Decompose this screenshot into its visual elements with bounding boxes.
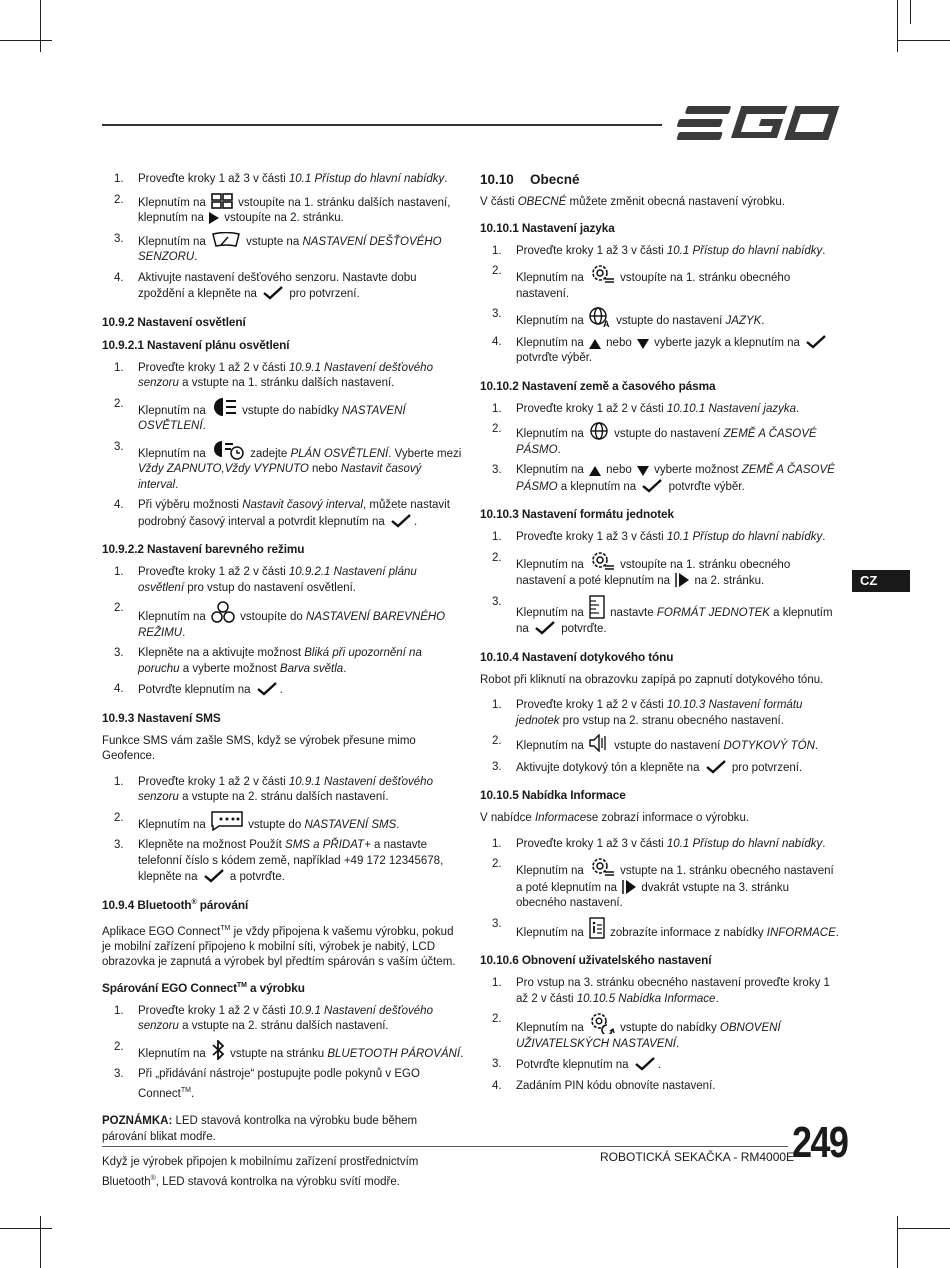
- check-icon: [390, 514, 412, 528]
- list-item: 4. Zadáním PIN kódu obnovíte nastavení.: [492, 1079, 716, 1092]
- list-item: 2. Klepnutím na vstupte na 1. stránku obecného nastavení a poté klepnutím na dvakrát vstupte na 3. stránku obecného nastavení.: [492, 858, 834, 909]
- heading-10-10: 10.10 Obecné: [480, 172, 580, 187]
- general-description: V části OBECNÉ můžete změnit obecná nastavení výrobku.: [480, 196, 785, 208]
- next-page-icon: [622, 880, 636, 894]
- arrow-down-icon: [637, 339, 649, 349]
- header-rule: [102, 124, 662, 126]
- list-item: 2. Klepnutím na vstoupíte na 1. stránku dalších nastavení, klepnutím na vstoupíte na 2. stránku.: [114, 193, 451, 224]
- language-icon: [589, 307, 611, 327]
- light-icon: [211, 397, 237, 417]
- left-column: [102, 172, 464, 1200]
- list-item: 1. Proveďte kroky 1 až 2 v části 10.10.1 Nastavení jazyka.: [492, 402, 800, 415]
- next-page-icon: [675, 573, 689, 587]
- list-item: 3. Klepnutím na zadejte PLÁN OSVĚTLENÍ. Vyberte mezi Vždy ZAPNUTO,Vždy VYPNUTO nebo Nastavit časový interval.: [114, 440, 462, 491]
- list-item: 1. Proveďte kroky 1 až 3 v části 10.1 Přístup do hlavní nabídky.: [114, 173, 448, 185]
- unit-format-icon: [589, 595, 605, 619]
- list-item: 1. Proveďte kroky 1 až 2 v části 10.9.1 Nastavení dešťového senzoru a vstupte na 2. stránu dalších nastavení.: [114, 775, 433, 803]
- page-number: 249: [792, 1118, 848, 1167]
- list-item: 3. Klepnutím na zobrazíte informace z nabídky INFORMACE.: [492, 917, 839, 939]
- list-item: 3. Klepnutím na nastavte FORMÁT JEDNOTEK a klepnutím na potvrďte.: [492, 595, 833, 635]
- play-icon: [209, 212, 219, 224]
- list-item: 1. Proveďte kroky 1 až 3 v části 10.1 Přístup do hlavní nabídky.: [492, 531, 826, 543]
- list-item: 3. Klepnutím na A vstupte do nastavení JAZYK.: [492, 308, 765, 327]
- list-item: 2. Klepnutím na vstupte do NASTAVENÍ SMS.: [114, 811, 400, 831]
- list-item: 1. Proveďte kroky 1 až 2 v části 10.9.1 Nastavení dešťového senzoru a vstupte na 1. stránku dalších nastavení.: [114, 361, 433, 389]
- list-item: 3. Klepněte na a aktivujte možnost Bliká při upozornění na poruchu a vyberte možnost Barva světla.: [114, 647, 422, 675]
- svg-text:A: A: [602, 319, 610, 327]
- list-item: 2. Klepnutím na vstoupíte do NASTAVENÍ BAREVNÉHO REŽIMU.: [114, 602, 446, 639]
- info-steps: [480, 837, 842, 942]
- list-item: 4. Při výběru možnosti Nastavit časový interval, můžete nastavit podrobný časový interval a potvrdit klepnutím na .: [114, 499, 450, 528]
- check-icon: [256, 682, 278, 696]
- list-item: 1. Proveďte kroky 1 až 2 v části 10.10.3 Nastavení formátu jednotek pro vstup na 2. stranu obecného nastavení.: [492, 699, 803, 727]
- speaker-icon: [589, 734, 609, 752]
- country-timezone-steps: [480, 402, 842, 496]
- heading-10-10-6: 10.10.6 Obnovení uživatelského nastavení: [480, 953, 712, 967]
- check-icon: [641, 479, 663, 493]
- note: POZNÁMKA: LED stavová kontrolka na výrobku bude během párování blikat modře.: [102, 1115, 418, 1143]
- grid-icon: [211, 193, 233, 209]
- ego-logo: [672, 104, 844, 142]
- pairing-steps: [102, 1004, 464, 1102]
- list-item: 2. Klepnutím na vstupte na stránku BLUETOOTH PÁROVÁNÍ.: [114, 1040, 464, 1060]
- bluetooth-connected-note: Když je výrobek připojen k mobilnímu zařízení prostřednictvím Bluetooth®, LED stavová kontrolka na výrobku svítí modře.: [102, 1156, 419, 1188]
- color-mode-icon: [211, 601, 235, 623]
- list-item: 1. Proveďte kroky 1 až 2 v části 10.9.2.1 Nastavení plánu osvětlení pro vstup do nastavení osvětlení.: [114, 566, 417, 594]
- reset-settings-icon: [589, 1012, 615, 1034]
- arrow-up-icon: [589, 466, 601, 476]
- heading-10-10-3: 10.10.3 Nastavení formátu jednotek: [480, 507, 674, 521]
- heading-10-9-4: 10.9.4 Bluetooth® párování: [102, 897, 249, 912]
- check-icon: [203, 869, 225, 883]
- heading-10-10-4: 10.10.4 Nastavení dotykového tónu: [480, 649, 674, 664]
- check-icon: [262, 286, 284, 300]
- list-item: 4. Aktivujte nastavení dešťového senzoru. Nastavte dobu zpoždění a klepněte na pro potvrzení.: [114, 271, 417, 300]
- language-tab: CZ: [852, 570, 910, 592]
- list-item: 1. Proveďte kroky 1 až 2 v části 10.9.1 Nastavení dešťového senzoru a vstupte na 2. stránu dalších nastavení.: [114, 1004, 433, 1033]
- heading-10-10-5: 10.10.5 Nabídka Informace: [480, 788, 626, 802]
- globe-icon: [589, 422, 609, 440]
- heading-10-9-2-1: 10.9.2.1 Nastavení plánu osvětlení: [102, 337, 290, 352]
- list-item: 3. Klepnutím na nebo vyberte možnost ZEMĚ A ČASOVÉ PÁSMO a klepnutím na potvrďte výběr.: [492, 464, 835, 493]
- settings-icon: [589, 264, 615, 284]
- sms-icon: [211, 811, 243, 831]
- unit-format-steps: [480, 530, 842, 638]
- heading-10-9-3: 10.9.3 Nastavení SMS: [102, 710, 221, 725]
- list-item: 1. Proveďte kroky 1 až 3 v části 10.1 Přístup do hlavní nabídky.: [492, 244, 826, 257]
- list-item: 1. Proveďte kroky 1 až 3 v části 10.1 Přístup do hlavní nabídky.: [492, 837, 826, 850]
- check-icon: [634, 1057, 656, 1071]
- list-item: 1. Pro vstup na 3. stránku obecného nastavení proveďte kroky 1 až 2 v části 10.10.5 Nabídka Informace.: [492, 977, 830, 1005]
- info-description: V nabídce Informacese zobrazí informace o výrobku.: [480, 812, 750, 824]
- settings-icon: [589, 857, 615, 877]
- list-item: 2. Klepnutím na vstupte do nastavení ZEMĚ A ČASOVÉ PÁSMO.: [492, 423, 817, 456]
- footer-product: ROBOTICKÁ SEKAČKA - RM4000E: [600, 1150, 795, 1164]
- list-item: 3. Aktivujte dotykový tón a klepněte na pro potvrzení.: [492, 760, 803, 774]
- windshield-icon: [211, 232, 241, 248]
- touch-tone-steps: [480, 698, 842, 776]
- list-item: 2. Klepnutím na vstupte do nabídky NASTAVENÍ OSVĚTLENÍ.: [114, 397, 406, 432]
- check-icon: [805, 335, 827, 349]
- rain-sensor-steps: [102, 172, 464, 303]
- heading-10-9-2: 10.9.2 Nastavení osvětlení: [102, 314, 246, 329]
- footer-rule: [102, 1146, 788, 1147]
- list-item: 4. Potvrďte klepnutím na .: [114, 683, 283, 696]
- language-steps: [480, 244, 842, 367]
- check-icon: [534, 621, 556, 635]
- list-item: 3. Při „přidávání nástroje“ postupujte podle pokynů v EGO Connect™.: [114, 1068, 420, 1100]
- list-item: 4. Klepnutím na nebo vyberte jazyk a klepnutím na potvrďte výběr.: [480, 335, 842, 367]
- settings-icon: [589, 551, 615, 571]
- sms-steps: [102, 775, 464, 886]
- lighting-plan-steps: [102, 361, 464, 531]
- list-item: 2. Klepnutím na vstupte do nastavení DOTYKOVÝ TÓN.: [492, 735, 819, 752]
- list-item: 3. Klepněte na možnost Použít SMS a PŘIDAT+ a nastavte telefonní číslo s kódem země, například +49 172 12345678, klepněte na a potvrďte.: [114, 839, 444, 883]
- color-mode-steps: [102, 565, 464, 699]
- right-column: [480, 172, 842, 1106]
- info-icon: [589, 917, 605, 939]
- heading-10-9-2-2: 10.9.2.2 Nastavení barevného režimu: [102, 542, 305, 556]
- arrow-down-icon: [637, 466, 649, 476]
- list-item: 3. Klepnutím na vstupte na NASTAVENÍ DEŠŤOVÉHO SENZORU.: [114, 232, 442, 263]
- list-item: 2. Klepnutím na vstoupíte na 1. stránku obecného nastavení a poté klepnutím na na 2. stránku.: [492, 551, 791, 587]
- list-item: 2. Klepnutím na vstoupíte na 1. stránku obecného nastavení.: [492, 265, 791, 300]
- reset-steps: [480, 976, 842, 1094]
- list-item: 3. Potvrďte klepnutím na .: [492, 1058, 661, 1071]
- heading-pairing: Spárování EGO Connect™ a výrobku: [102, 980, 305, 995]
- arrow-up-icon: [589, 339, 601, 349]
- check-icon: [705, 760, 727, 774]
- bluetooth-icon: [211, 1040, 225, 1060]
- sms-description: Funkce SMS vám zašle SMS, když se výrobek přesune mimo Geofence.: [102, 734, 416, 762]
- heading-10-10-2: 10.10.2 Nastavení země a časového pásma: [480, 378, 716, 393]
- bluetooth-description: Aplikace EGO Connect™ je vždy připojena k vašemu výrobku, pokud je mobilní zařízení připojeno k mobilní síti, výrobek je nabitý, LCD obrazovka je zapnutá a výrobek byl předtím spárován s vaším účtem.: [102, 924, 456, 969]
- list-item: 2. Klepnutím na vstupte do nabídky OBNOVENÍ UŽIVATELSKÝCH NASTAVENÍ.: [492, 1013, 781, 1050]
- touch-tone-description: Robot při kliknutí na obrazovku zapípá po zapnutí dotykového tónu.: [480, 673, 824, 686]
- light-timer-icon: [211, 440, 245, 460]
- heading-10-10-1: 10.10.1 Nastavení jazyka: [480, 220, 615, 235]
